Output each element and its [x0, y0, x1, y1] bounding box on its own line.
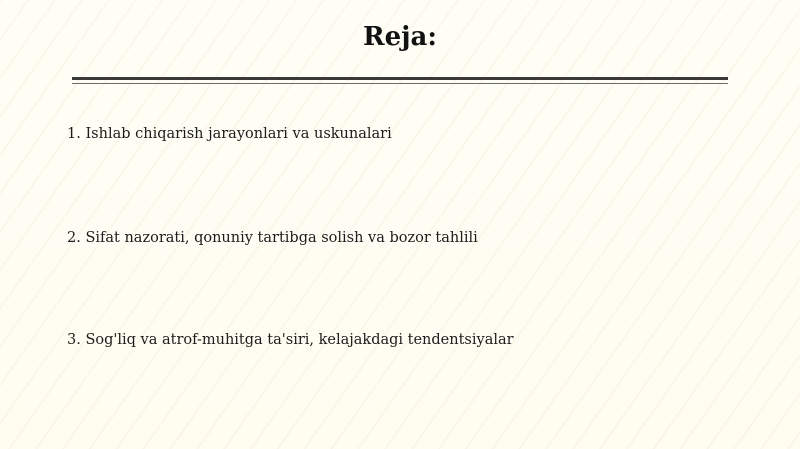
slide-title: Reja: [362, 22, 437, 52]
divider-thin-line [72, 83, 728, 84]
plan-item: 1. Ishlab chiqarish jarayonlari va uskunalari [67, 126, 392, 142]
plan-item: 2. Sifat nazorati, qonuniy tartibga solish va bozor tahlili [67, 230, 478, 246]
title-divider [72, 77, 728, 85]
plan-item: 3. Sog'liq va atrof-muhitga ta'siri, kelajakdagi tendentsiyalar [67, 332, 514, 348]
divider-thick-line [72, 77, 728, 80]
